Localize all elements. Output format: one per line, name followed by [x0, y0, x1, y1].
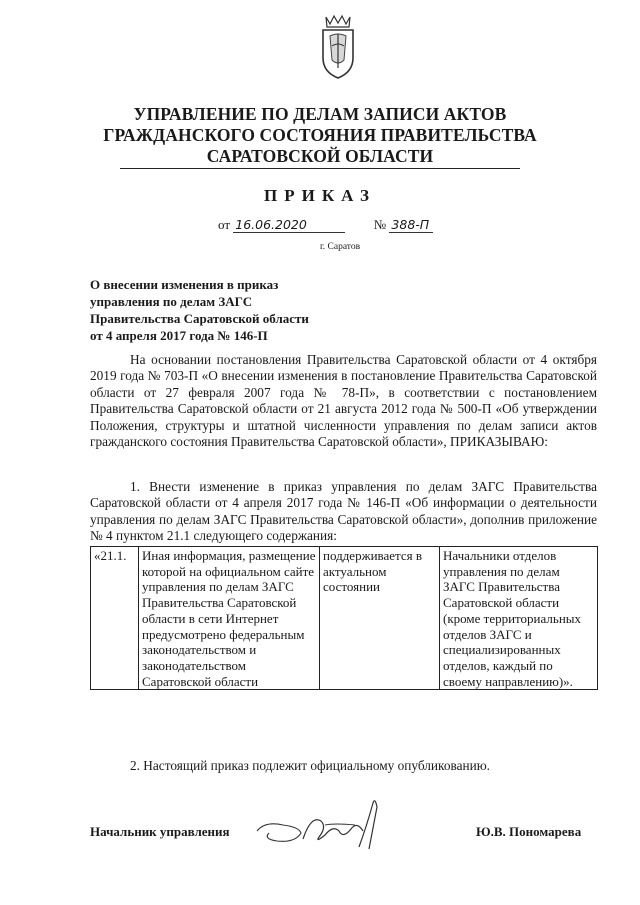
subject-line: управления по делам ЗАГС — [90, 294, 253, 309]
amendment-table — [90, 546, 598, 690]
org-name-line: УПРАВЛЕНИЕ ПО ДЕЛАМ ЗАПИСИ АКТОВ — [133, 104, 507, 124]
subject-line: О внесении изменения в приказ — [90, 277, 279, 292]
header-divider — [120, 168, 520, 169]
date-prefix: от — [218, 217, 231, 232]
order-item-2: 2. Настоящий приказ подлежит официальному опубликованию. — [130, 758, 490, 773]
subject-line: от 4 апреля 2017 года № 146-П — [90, 328, 268, 343]
handwritten-signature — [255, 795, 395, 855]
document-date: 16.06.2020 — [233, 217, 345, 233]
preamble-paragraph: На основании постановления Правительства Саратовской области от 4 октября 2019 года № 703-П «О внесении изменения в постановление Правительства Саратовской области от 27 февраля 2007 года № 78-П», в соответствии с постановлением Правительства Саратовской области от 21 августа 2012 года № 500-П «Об утверждении Положения, структуры и штатной численности управления по делам записи актов гражданского состояния Правительства Саратовской области», ПРИКАЗЫВАЮ: — [90, 352, 597, 450]
table-row — [91, 547, 598, 690]
date-number-line — [218, 217, 433, 233]
subject-heading — [90, 276, 309, 344]
number-prefix: № — [373, 217, 387, 232]
subject-line: Правительства Саратовской области — [90, 311, 309, 326]
org-name-line: САРАТОВСКОЙ ОБЛАСТИ — [206, 146, 434, 166]
responsible-cell: Начальники отделов управления по делам ЗАГС Правительства Саратовской области (кроме территориальных отделов ЗАГС и специализированных отделов, каждый по своему направлению)». — [440, 547, 598, 690]
signatory-name: Ю.В. Пономарева — [476, 824, 582, 839]
item-number-cell: «21.1. — [91, 547, 139, 690]
information-cell: Иная информация, размещение которой на официальном сайте управления по делам ЗАГС Правительства Саратовской области в сети Интернет предусмотрено федеральным законодательством и законодательством Саратовской области — [139, 547, 320, 690]
order-item-1: 1. Внести изменение в приказ управления по делам ЗАГС Правительства Саратовской области от 4 апреля 2017 года № 146-П «Об информации о деятельности управления по делам ЗАГС Правительства Саратовской области», дополнив приложение № 4 пунктом 21.1 следующего содержания: — [90, 479, 597, 544]
coat-of-arms-emblem — [318, 14, 358, 80]
signatory-role: Начальник управления — [90, 824, 230, 839]
document-type-title: ПРИКАЗ — [264, 186, 376, 205]
organization-name — [60, 104, 580, 167]
document-number: 388-П — [389, 217, 433, 233]
org-name-line: ГРАЖДАНСКОГО СОСТОЯНИЯ ПРАВИТЕЛЬСТВА — [103, 125, 537, 145]
frequency-cell: поддерживается в актуальном состоянии — [320, 547, 440, 690]
city-label: г. Саратов — [319, 242, 361, 252]
